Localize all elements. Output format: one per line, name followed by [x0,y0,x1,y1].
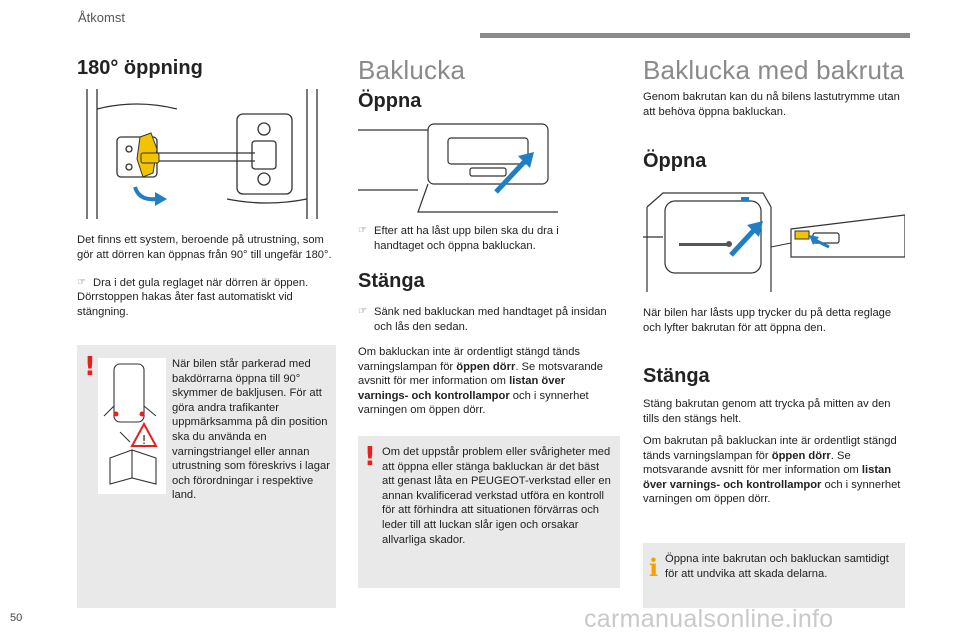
col1-warning-text: När bilen står parkerad med bakdörrarna öppna till 90° skymmer de bakljusen. För att göra andra trafikanter uppmärksamma på din position ska du använda en varningstriangel eller annan utrustning som föreskrivs i lagar och förordningar i respektive land. [172,358,330,502]
door-stop-illustration [77,89,327,219]
col2-close-title: Stänga [358,270,425,292]
col2-open-bullet [358,224,608,253]
col2-warning-text: Om det uppstår problem eller svårigheter med att öppna eller stänga bakluckan är det bäst att genast låta en PEUGEOT-verkstad eller en annan kvalificerad verkstad utföra en kontroll för att förhindra att situationen förvärras och leder till att luckan slår igen och orsakar allvarliga skador. [382,446,611,546]
col2-para-part-a: Om bakluckan inte är ordentligt stängd tänds varningslampan för [358,346,581,373]
col2-para-part-d: listan över varnings- och kontrollampor [358,375,566,402]
heading-baklucka: Baklucka [358,55,466,85]
watermark: carmanualsonline.info [584,605,834,633]
col3-open-title: Öppna [643,150,707,172]
col3-open-text: När bilen har låsts upp trycker du på detta reglage och lyfter bakrutan för att öppna den. [643,307,892,334]
col3-close-text: Stäng bakrutan genom att trycka på mitten av den tills den stängs helt. [643,398,891,425]
arrow-bullet-icon: ☞ [358,225,367,236]
tailgate-illustration [358,120,558,215]
col1-bullet [77,276,337,291]
col3-intro: Genom bakrutan kan du nå bilens lastutrymme utan att behöva öppna bakluckan. [643,91,900,118]
page-number: 50 [10,612,23,624]
col3-para-part-d: listan över varnings- och kontrollampor [643,464,892,491]
col2-close-text: Sänk ned bakluckan med handtaget på insidan och lås den sedan. [374,306,607,333]
col2-para-part-b: öppen dörr [456,360,516,373]
col3-para-part-e: och i synnerhet varningen om öppen dörr. [643,478,901,506]
col1-bullet-text: Dra i det gula reglaget när dörren är öppen. [93,277,309,289]
info-icon: i [649,553,659,582]
col3-info-text: Öppna inte bakrutan och bakluckan samtidigt för att undvika att skada delarna. [665,553,889,580]
svg-text:!: ! [141,433,147,447]
col2-open-title: Öppna [358,90,422,112]
title-180-opening: 180° öppning [77,57,203,79]
col2-close-bullet [358,305,608,334]
col1-para2: Dörrstoppen hakas åter fast automatiskt vid stängning. [77,291,293,318]
col3-info-paragraph [643,434,908,507]
col3-close-title: Stänga [643,365,710,387]
heading-baklucka-med-bakruta: Baklucka med bakruta [643,55,905,85]
parked-van-illustration [98,358,166,494]
col2-open-text: Efter att ha låst upp bilen ska du dra i handtaget och öppna bakluckan. [374,225,559,252]
col1-intro: Det finns ett system, beroende på utrustning, som gör att dörren kan öppnas från 90° till ungefär 180°. [77,234,332,261]
rear-window-illustration [643,187,905,294]
exclamation-icon: ! [364,442,376,472]
header-divider [480,33,910,38]
section-header: Åtkomst [78,10,125,25]
col2-warning-box [358,436,620,588]
col1-warning-box [77,345,336,608]
arrow-bullet-icon: ☞ [77,277,86,288]
col2-para-part-e: och i synnerhet varningen om öppen dörr. [358,389,589,417]
arrow-bullet-icon: ☞ [358,306,367,317]
col2-info-paragraph [358,345,618,418]
col3-para-part-c: . Se motsvarande avsnitt för mer information om [643,449,862,477]
col3-para-part-b: öppen dörr [771,449,831,462]
col3-para-part-a: Om bakrutan på bakluckan inte är ordentligt stängd tänds varningslampan för [643,435,897,462]
exclamation-icon: ! [84,352,96,382]
col3-info-box [643,543,905,608]
col2-para-part-c: . Se motsvarande avsnitt för mer information om [358,360,603,388]
